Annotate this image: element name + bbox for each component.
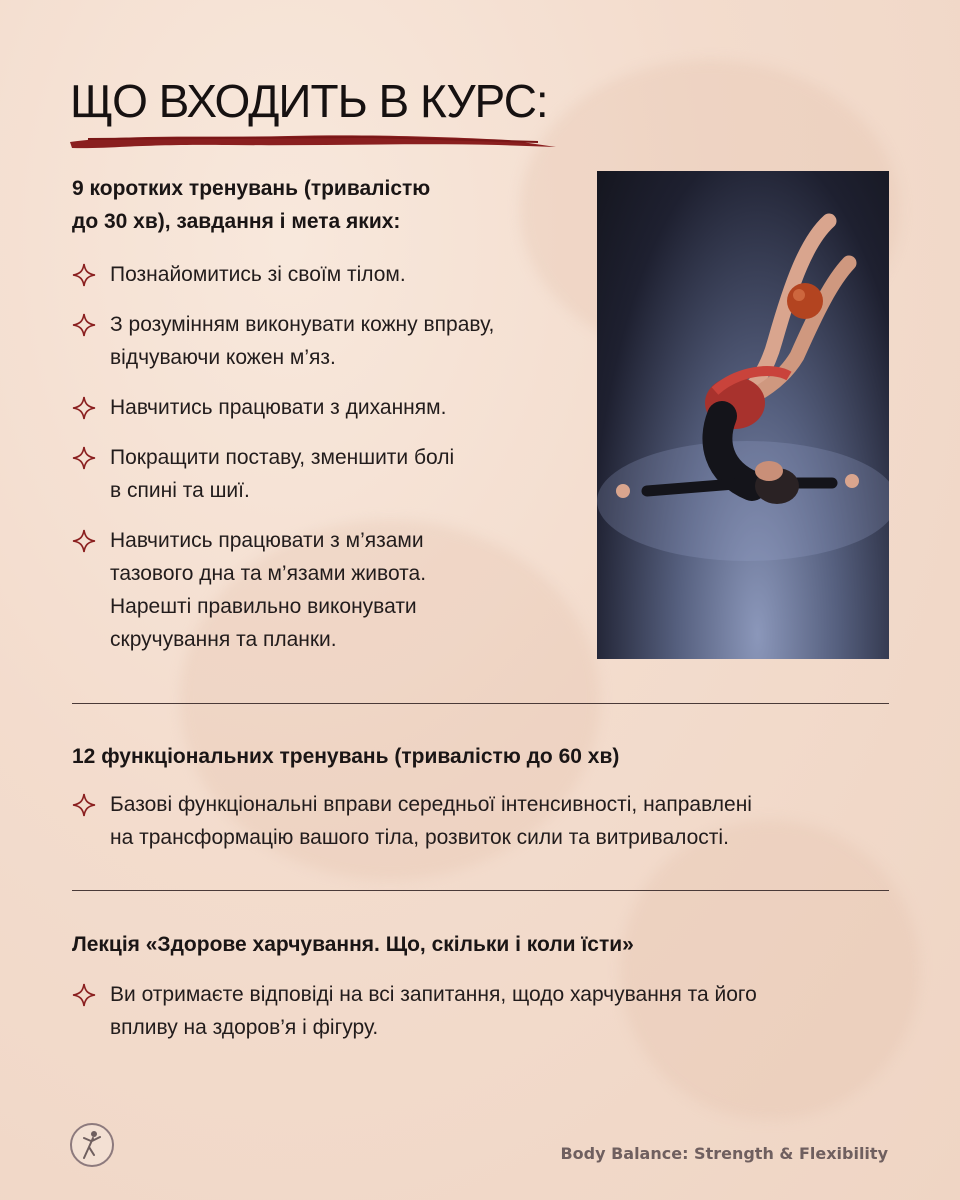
list-item-text: Ви отримаєте відповіді на всі запитання, щодо харчування та його bbox=[110, 983, 757, 1006]
section3-list bbox=[72, 978, 889, 1044]
divider bbox=[72, 890, 889, 891]
list-item-text: скручування та планки. bbox=[110, 628, 337, 651]
gymnast-logo-icon bbox=[70, 1123, 114, 1167]
list-item-text: впливу на здоров’я і фігуру. bbox=[110, 1016, 379, 1039]
list-item bbox=[72, 788, 889, 854]
list-item-text: Навчитись працювати з м’язами bbox=[110, 529, 424, 552]
sparkle-star-icon bbox=[72, 446, 96, 470]
page-title: ЩО ВХОДИТЬ В КУРС: bbox=[70, 75, 548, 127]
list-item-text: З розумінням виконувати кожну вправу, bbox=[110, 313, 495, 336]
gymnast-illustration bbox=[597, 171, 889, 659]
list-item bbox=[72, 308, 572, 374]
sparkle-star-icon bbox=[72, 263, 96, 287]
list-item-text: в спині та шиї. bbox=[110, 479, 250, 502]
list-item-text: Базові функціональні вправи середньої інтенсивності, направлені bbox=[110, 793, 752, 816]
sparkle-star-icon bbox=[72, 793, 96, 817]
list-item bbox=[72, 978, 889, 1044]
brush-stroke-underline bbox=[68, 128, 558, 154]
section1-heading-line2: до 30 хв), завдання і мета яких: bbox=[72, 210, 401, 233]
list-item bbox=[72, 391, 572, 424]
section3-heading: Лекція «Здорове харчування. Що, скільки і коли їсти» bbox=[72, 933, 634, 956]
sparkle-star-icon bbox=[72, 529, 96, 553]
section1-heading bbox=[72, 172, 430, 238]
section2-heading: 12 функціональних тренувань (тривалістю до 60 хв) bbox=[72, 745, 620, 768]
list-item bbox=[72, 441, 572, 507]
list-item-text: відчуваючи кожен м’яз. bbox=[110, 346, 336, 369]
background-shape bbox=[620, 820, 920, 1120]
list-item-text: на трансформацію вашого тіла, розвиток сили та витривалості. bbox=[110, 826, 729, 849]
section2-list bbox=[72, 788, 889, 854]
divider bbox=[72, 703, 889, 704]
section1-list bbox=[72, 258, 572, 656]
list-item bbox=[72, 524, 572, 656]
list-item-text: Нарешті правильно виконувати bbox=[110, 595, 417, 618]
list-item-text: Навчитись працювати з диханням. bbox=[110, 396, 447, 419]
sparkle-star-icon bbox=[72, 983, 96, 1007]
gymnast-photo bbox=[597, 171, 889, 659]
section1-heading-line1: 9 коротких тренувань (тривалістю bbox=[72, 177, 431, 200]
list-item bbox=[72, 258, 572, 291]
list-item-text: Покращити поставу, зменшити болі bbox=[110, 446, 455, 469]
list-item-text: Познайомитись зі своїм тілом. bbox=[110, 263, 406, 286]
sparkle-star-icon bbox=[72, 396, 96, 420]
sparkle-star-icon bbox=[72, 313, 96, 337]
list-item-text: тазового дна та м’язами живота. bbox=[110, 562, 427, 585]
brand-name: Body Balance: Strength & Flexibility bbox=[560, 1144, 888, 1163]
